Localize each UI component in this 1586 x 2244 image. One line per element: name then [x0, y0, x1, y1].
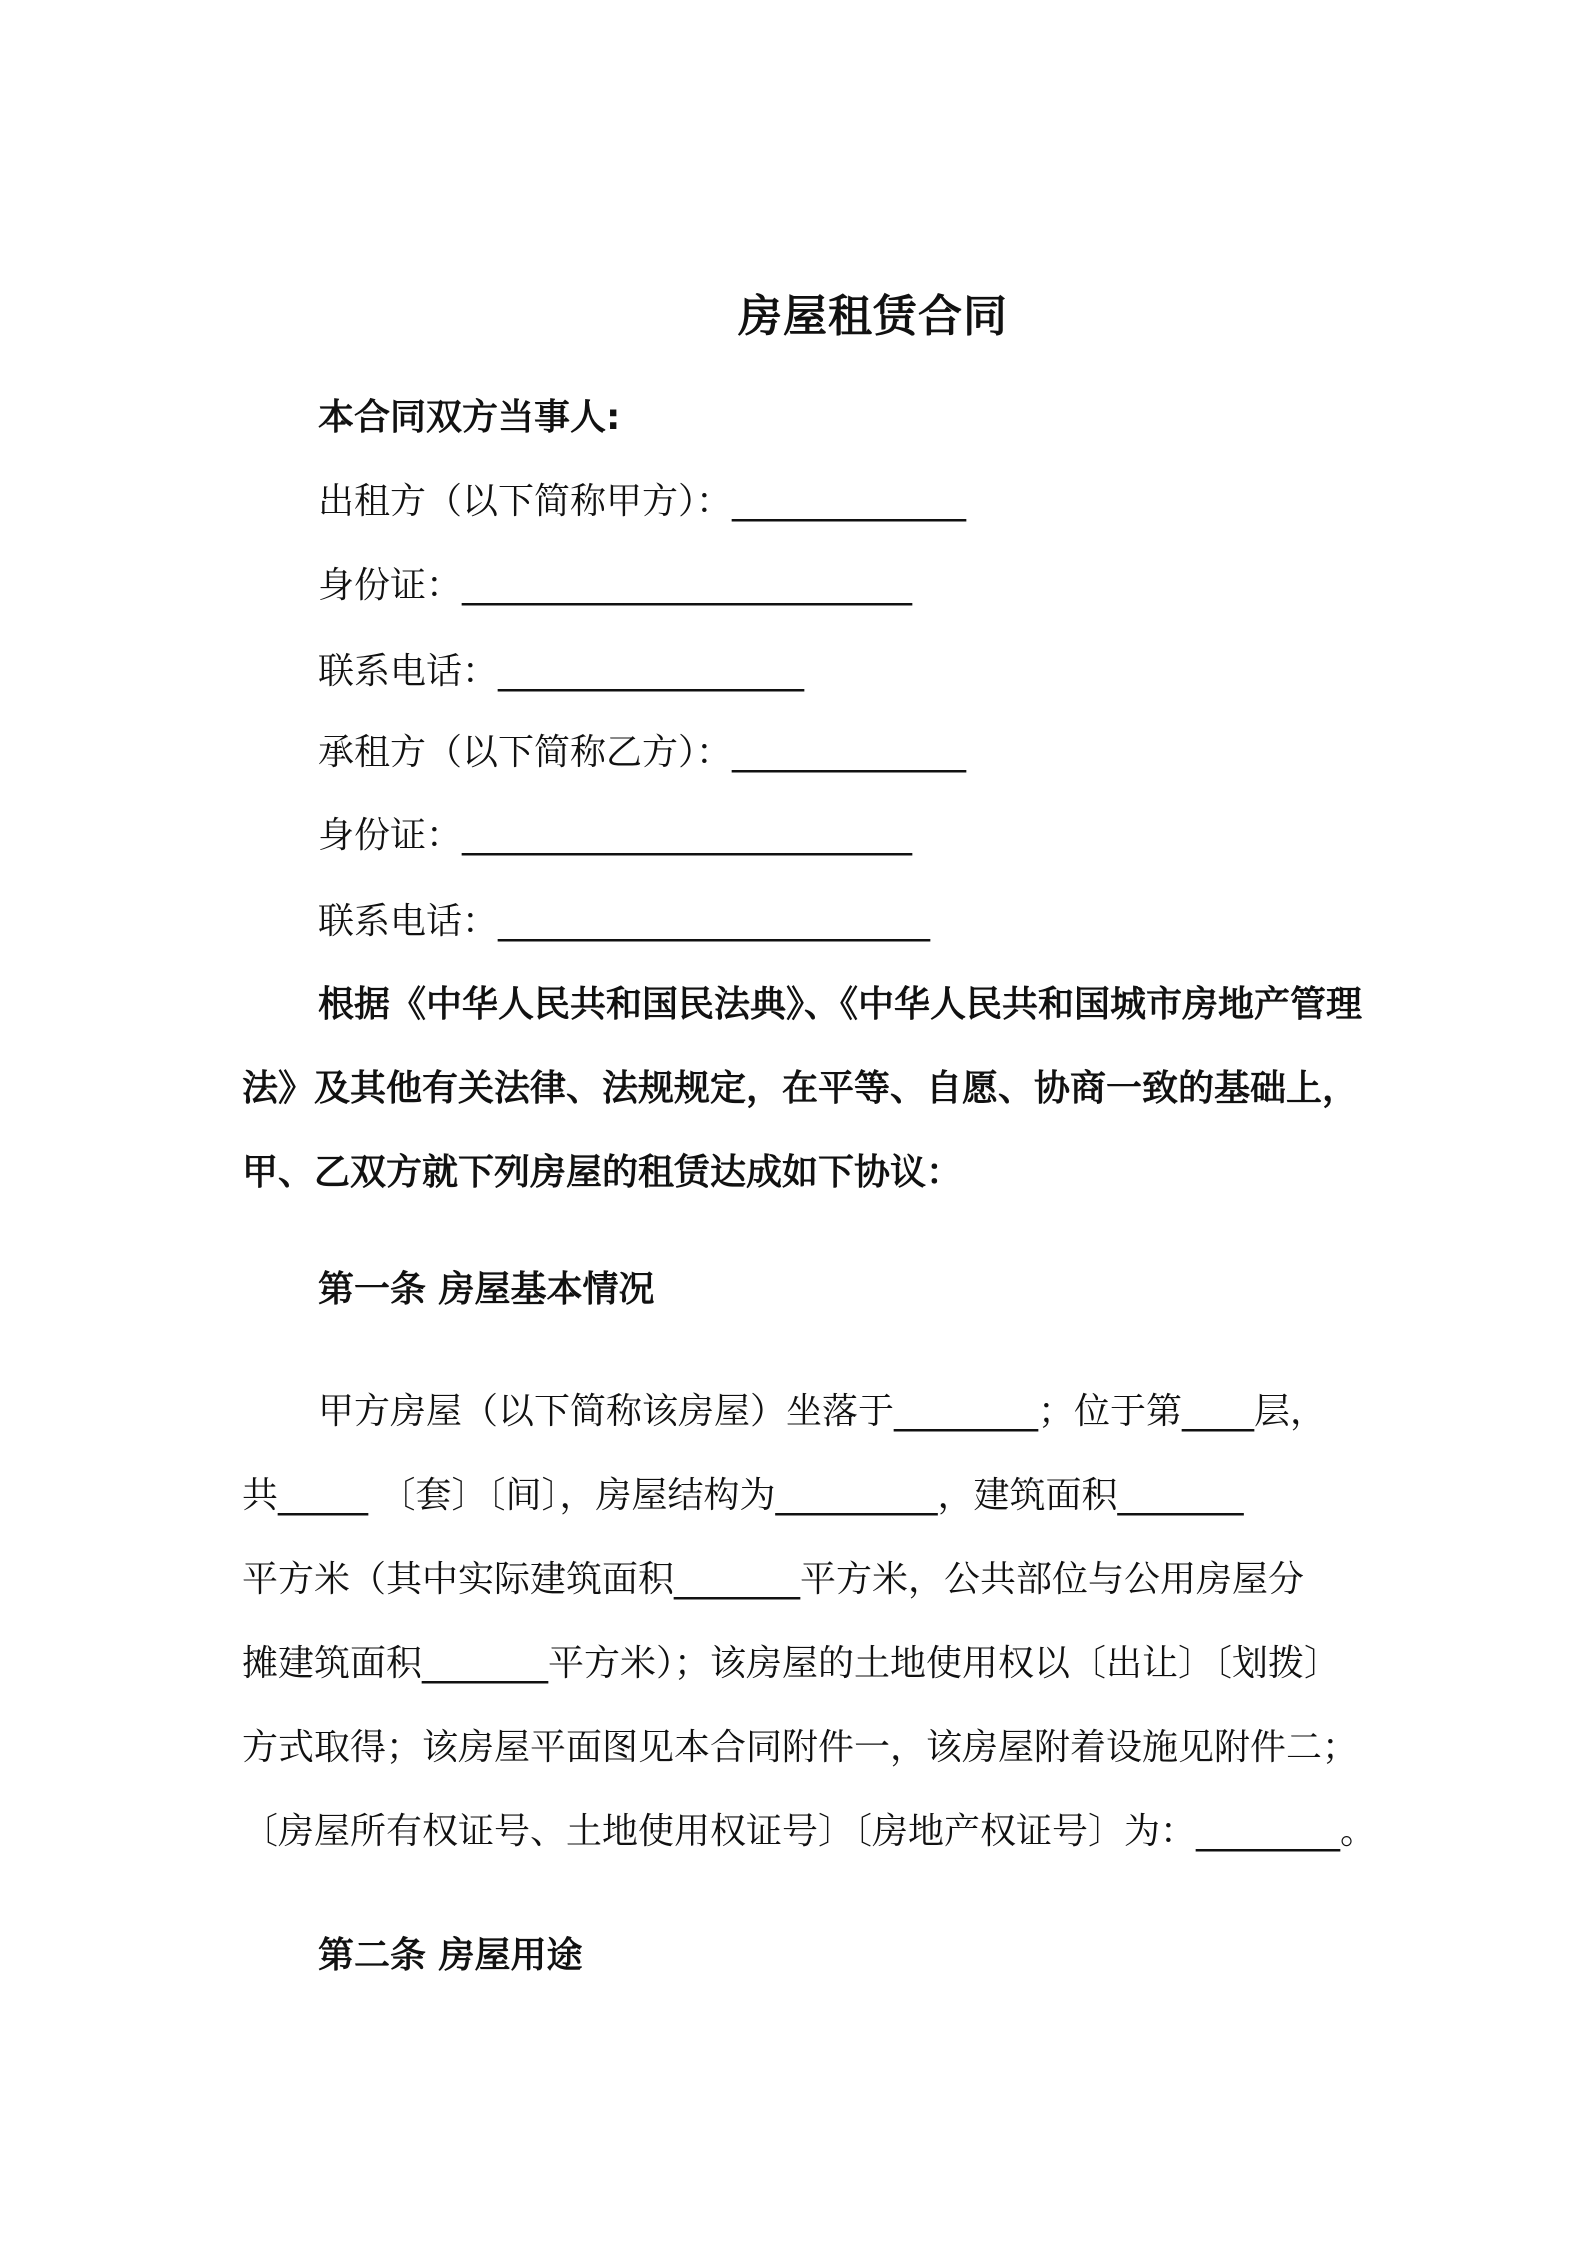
lessee-id-line: 身份证：_________________________ [318, 815, 913, 856]
article1-line-1: 甲方房屋（以下简称该房屋）坐落于________；位于第____层， [318, 1391, 1327, 1432]
article1-paragraph [242, 1370, 1377, 1874]
preamble-line-2: 法》及其他有关法律、法规规定，在平等、自愿、协商一致的基础上， [242, 1068, 1359, 1109]
article1-line-4: 摊建筑面积_______平方米）；该房屋的土地使用权以〔出让〕〔划拨〕 [242, 1643, 1341, 1684]
lessor-id-line: 身份证：_________________________ [318, 565, 913, 606]
article2-heading: 第二条 房屋用途 [318, 1935, 583, 1976]
article1-heading: 第一条 房屋基本情况 [318, 1269, 655, 1310]
article1-line-5: 方式取得；该房屋平面图见本合同附件一，该房屋附着设施见附件二； [242, 1727, 1359, 1768]
article1-line-2: 共_____ 〔套〕〔间〕，房屋结构为_________，建筑面积_______ [242, 1475, 1244, 1516]
article1-line-3: 平方米（其中实际建筑面积_______平方米，公共部位与公用房屋分 [242, 1559, 1305, 1600]
lessor-line: 出租方（以下简称甲方）：_____________ [318, 481, 967, 522]
preamble-paragraph [242, 963, 1362, 1215]
preamble-line-1: 根据《中华人民共和国民法典》、《中华人民共和国城市房地产管理 [318, 984, 1363, 1025]
lessor-phone-line: 联系电话：_________________ [318, 651, 805, 692]
article1-line-6: 〔房屋所有权证号、土地使用权证号〕〔房地产权证号〕为：________。 [242, 1811, 1377, 1852]
preamble-line-3: 甲、乙双方就下列房屋的租赁达成如下协议： [242, 1152, 963, 1193]
document-title: 房屋租赁合同 [738, 291, 1008, 342]
lessee-line: 承租方（以下简称乙方）：_____________ [318, 732, 967, 773]
parties-heading: 本合同双方当事人: [318, 397, 621, 438]
lessee-phone-line: 联系电话：________________________ [318, 901, 931, 942]
